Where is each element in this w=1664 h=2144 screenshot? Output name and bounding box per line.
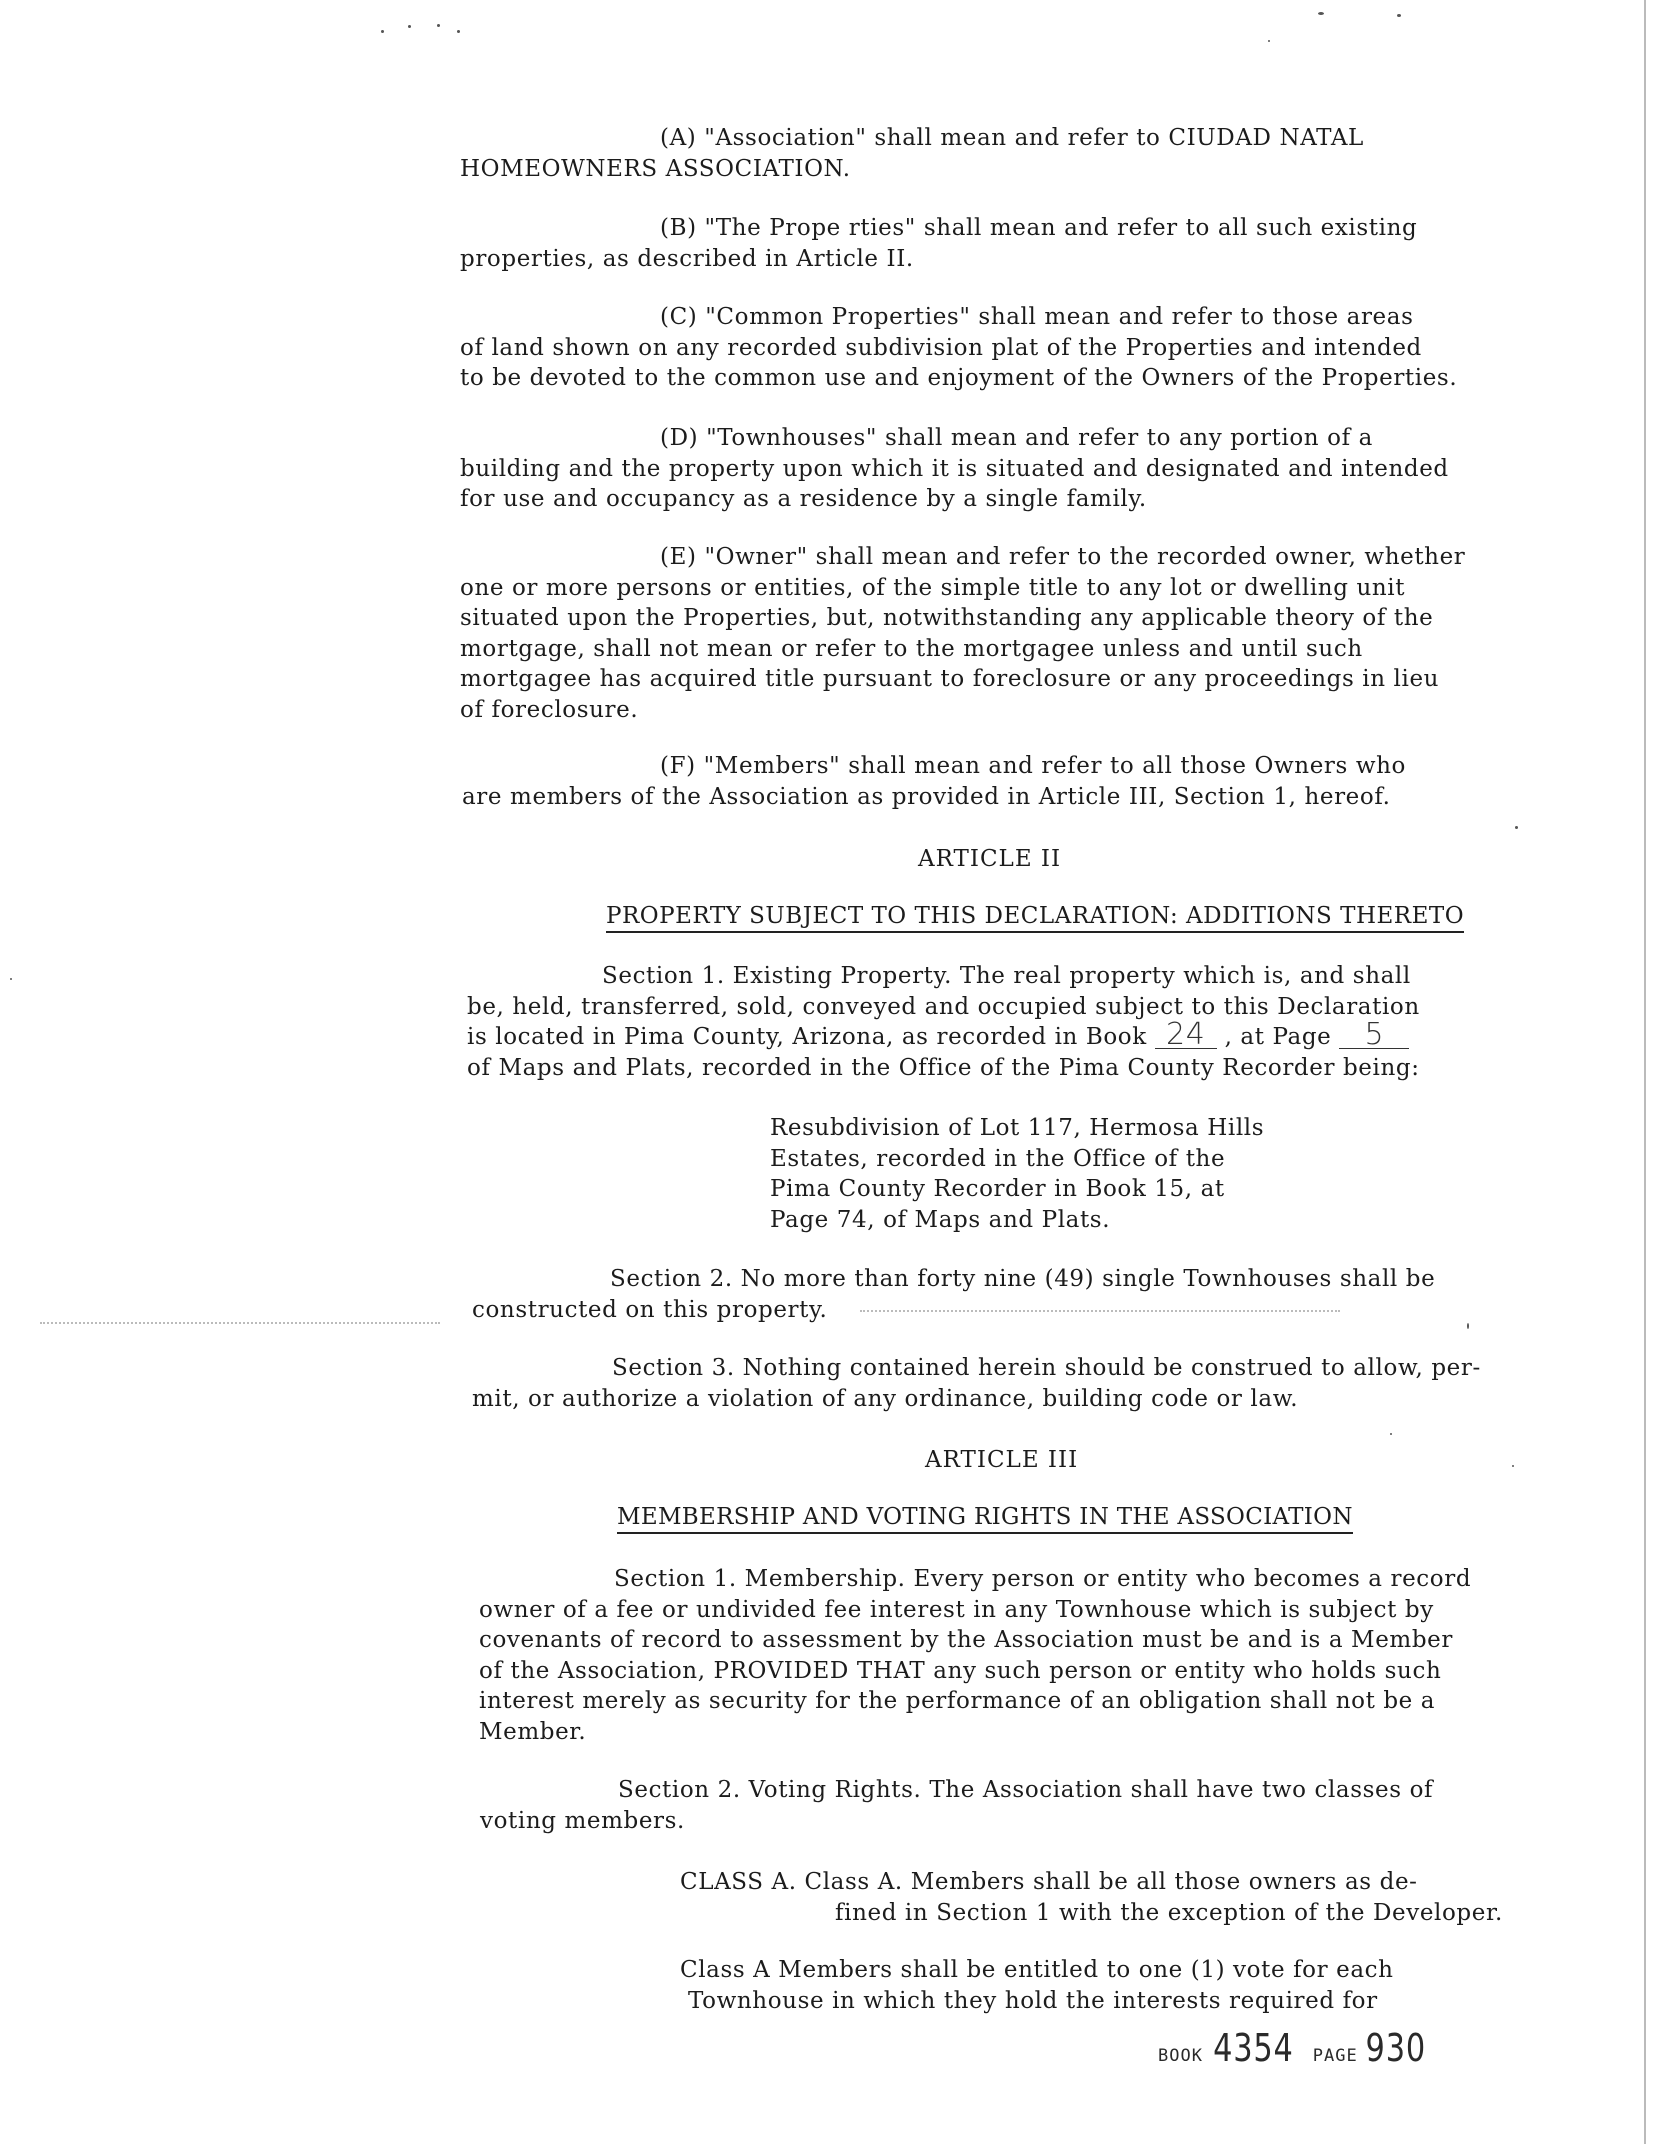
page-number-blank: 5: [1339, 1022, 1409, 1049]
class-a-votes-line-1: Class A Members shall be entitled to one (1) vote for each: [680, 1957, 1394, 1983]
class-a-definition: [680, 1867, 1503, 1928]
article-2-section-3: [472, 1353, 1481, 1414]
scan-speck: [408, 25, 411, 28]
line-3-text-a: is located in Pima County, Arizona, as recorded in Book: [467, 1024, 1155, 1050]
scan-artifact-dotted-line-2: [860, 1310, 1340, 1312]
scan-speck: [1515, 826, 1518, 829]
definition-b: [460, 213, 1417, 274]
definition-e-line-4: mortgage, shall not mean or refer to the mortgagee unless and until such: [460, 635, 1363, 662]
article-2-section-2: [472, 1264, 1435, 1325]
article-3-section-2-line-2: voting members.: [480, 1807, 685, 1834]
article-3-section-2-line-1: Section 2. Voting Rights. The Association shall have two classes of: [618, 1777, 1434, 1803]
article-3-section-1-line-4: of the Association, PROVIDED THAT any such person or entity who holds such: [479, 1657, 1442, 1684]
definition-d-line-1: (D) "Townhouses" shall mean and refer to any portion of a: [660, 425, 1373, 451]
scan-speck: [1390, 1433, 1392, 1435]
class-a-votes: [680, 1955, 1394, 2016]
article-2-section-3-line-2: mit, or authorize a violation of any ordinance, building code or law.: [472, 1385, 1299, 1412]
article-3-section-1-line-2: owner of a fee or undivided fee interest in any Townhouse which is subject by: [479, 1596, 1434, 1623]
article-3-section-1-line-5: interest merely as security for the performance of an obligation shall not be a: [479, 1688, 1436, 1714]
article-3-section-1-line-3: covenants of record to assessment by the Association must be and is a Member: [479, 1627, 1453, 1653]
article-2-section-1-line-1: Section 1. Existing Property. The real property which is, and shall: [602, 963, 1411, 989]
scan-speck: [437, 24, 440, 27]
definition-e-line-5: mortgagee has acquired title pursuant to foreclosure or any proceedings in lieu: [460, 666, 1440, 692]
definition-e-line-1: (E) "Owner" shall mean and refer to the recorded owner, whether: [660, 544, 1466, 570]
definition-e-line-6: of foreclosure.: [460, 696, 639, 723]
line-3-text-b: , at Page: [1216, 1024, 1340, 1050]
definition-c: [460, 302, 1457, 394]
article-2-section-1: [467, 961, 1420, 1083]
scan-speck: [10, 978, 12, 980]
class-a-line-1: CLASS A. Class A. Members shall be all those owners as de-: [680, 1869, 1418, 1895]
scan-speck: [1268, 40, 1270, 42]
page-number: 930: [1365, 2026, 1426, 2070]
scan-speck: [1467, 1323, 1469, 1329]
book-label: BOOK: [1158, 2046, 1203, 2066]
definition-a-line-1: (A) "Association" shall mean and refer to CIUDAD NATAL: [660, 125, 1364, 151]
article-3-heading: MEMBERSHIP AND VOTING RIGHTS IN THE ASSOCIATION: [617, 1504, 1353, 1534]
definition-d-line-3: for use and occupancy as a residence by a single family.: [460, 486, 1147, 512]
article-3-section-1: [479, 1564, 1471, 1747]
scan-speck: [1512, 1465, 1514, 1467]
page-label: PAGE: [1312, 2046, 1358, 2066]
scan-speck: [381, 30, 384, 33]
article-2-section-2-line-1: Section 2. No more than forty nine (49) single Townhouses shall be: [610, 1266, 1436, 1292]
legal-description-line-1: Resubdivision of Lot 117, Hermosa Hills: [770, 1115, 1265, 1141]
article-2-section-2-line-2: constructed on this property.: [472, 1296, 828, 1323]
article-2-title: ARTICLE II: [918, 846, 1062, 872]
legal-description-line-3: Pima County Recorder in Book 15, at: [770, 1176, 1225, 1202]
article-2-heading: PROPERTY SUBJECT TO THIS DECLARATION: ADDITIONS THERETO: [606, 903, 1464, 933]
definition-c-line-3: to be devoted to the common use and enjoyment of the Owners of the Properties.: [460, 365, 1458, 391]
class-a-line-2: fined in Section 1 with the exception of the Developer.: [835, 1899, 1503, 1926]
article-2-section-1-line-3: [467, 1017, 1420, 1053]
definition-c-line-1: (C) "Common Properties" shall mean and refer to those areas: [660, 304, 1414, 330]
article-3-section-1-line-1: Section 1. Membership. Every person or entity who becomes a record: [614, 1566, 1472, 1592]
class-a-votes-line-2: Townhouse in which they hold the interests required for: [688, 1987, 1378, 2014]
article-3-title: ARTICLE III: [925, 1447, 1079, 1473]
definition-f-line-1: (F) "Members" shall mean and refer to all those Owners who: [660, 753, 1406, 779]
legal-description-line-2: Estates, recorded in the Office of the: [770, 1145, 1226, 1172]
definition-d: [460, 423, 1449, 515]
definition-e: [460, 542, 1465, 725]
scan-speck: [457, 30, 460, 33]
definition-e-line-2: one or more persons or entities, of the simple title to any lot or dwelling unit: [460, 574, 1406, 601]
recorder-book-page-stamp: [1158, 2026, 1433, 2070]
scan-speck: [1644, 0, 1646, 2144]
article-2-section-3-line-1: Section 3. Nothing contained herein should be construed to allow, per-: [612, 1355, 1481, 1381]
definition-f-line-2: are members of the Association as provided in Article III, Section 1, hereof.: [462, 783, 1391, 810]
article-3-section-1-line-6: Member.: [479, 1718, 587, 1745]
book-number: 4354: [1213, 2026, 1294, 2070]
scan-speck: [1397, 14, 1401, 17]
definition-f: [462, 751, 1406, 812]
definition-c-line-2: of land shown on any recorded subdivision plat of the Properties and intended: [460, 334, 1422, 361]
legal-description: [770, 1113, 1264, 1235]
scan-speck: [1318, 12, 1324, 15]
article-3-section-2: [480, 1775, 1433, 1836]
definition-d-line-2: building and the property upon which it is situated and designated and intended: [460, 455, 1449, 482]
article-2-section-1-line-2: be, held, transferred, sold, conveyed and occupied subject to this Declaration: [467, 993, 1420, 1020]
book-number-blank: 24: [1155, 1022, 1217, 1049]
definition-b-line-1: (B) "The Prope rties" shall mean and refer to all such existing: [660, 215, 1418, 241]
definition-a: [460, 123, 1364, 184]
scan-artifact-dotted-line: [40, 1322, 440, 1324]
definition-e-line-3: situated upon the Properties, but, notwithstanding any applicable theory of the: [460, 605, 1434, 631]
definition-a-line-2: HOMEOWNERS ASSOCIATION.: [460, 155, 851, 182]
definition-b-line-2: properties, as described in Article II.: [460, 245, 914, 272]
legal-description-line-4: Page 74, of Maps and Plats.: [770, 1206, 1111, 1233]
article-2-section-1-line-4: of Maps and Plats, recorded in the Office of the Pima County Recorder being:: [467, 1054, 1420, 1081]
